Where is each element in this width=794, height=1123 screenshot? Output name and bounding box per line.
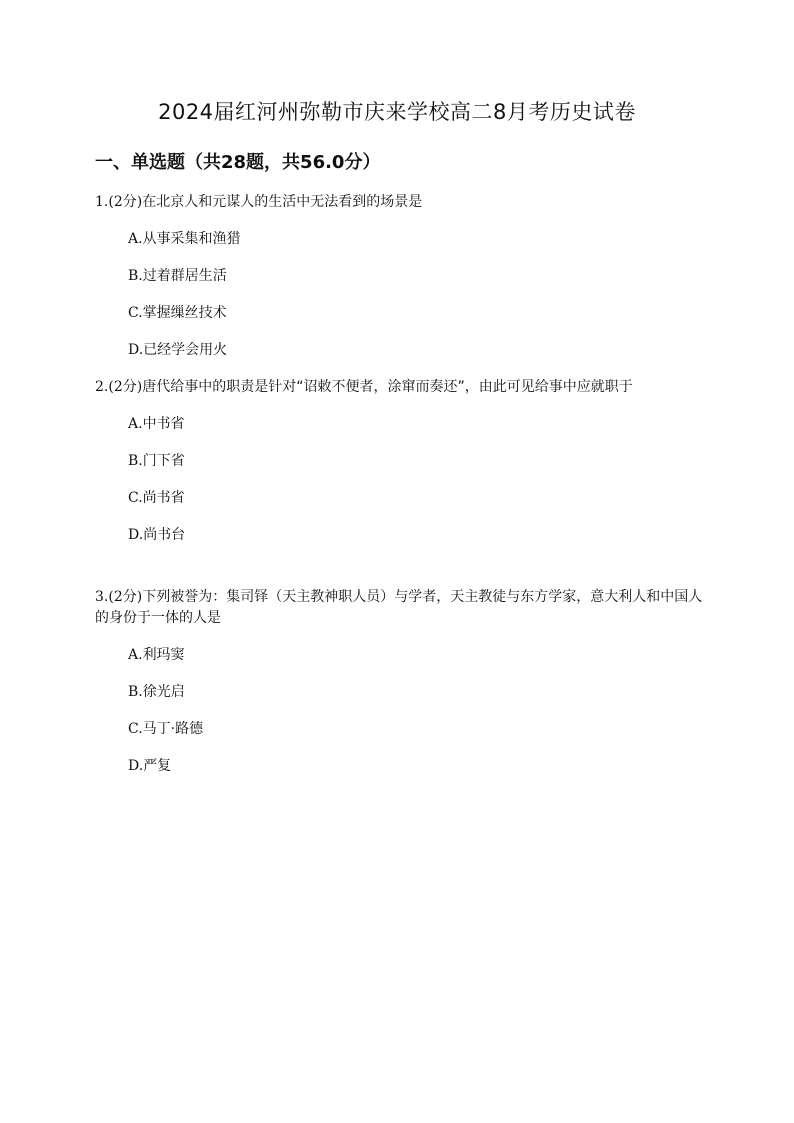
question-text: 下列被誉为：集司铎（天主教神职人员）与学者，天主教徒与东方学家，意大利人和中国人的身份于一体的人是 — [95, 589, 703, 626]
question-number: 3.(2分) — [95, 589, 143, 605]
option-text: 严复 — [143, 758, 172, 774]
option-text: 门下省 — [142, 453, 185, 469]
option-text: 过着群居生活 — [142, 268, 227, 284]
option-b[interactable] — [95, 266, 705, 286]
question-stem — [95, 192, 705, 213]
question-stem — [95, 377, 705, 398]
option-c[interactable] — [95, 303, 705, 323]
question-stem — [95, 587, 705, 629]
option-letter: C. — [128, 305, 143, 321]
option-text: 利玛窦 — [142, 647, 185, 663]
option-b[interactable] — [95, 451, 705, 471]
question-number: 1.(2分) — [95, 194, 143, 210]
option-c[interactable] — [95, 719, 705, 739]
option-c[interactable] — [95, 488, 705, 508]
option-letter: A. — [128, 416, 143, 432]
option-d[interactable] — [95, 525, 705, 545]
question-2 — [95, 377, 705, 545]
option-letter: D. — [128, 342, 144, 358]
option-b[interactable] — [95, 682, 705, 702]
option-letter: C. — [128, 721, 143, 737]
option-d[interactable] — [95, 340, 705, 360]
option-letter: B. — [128, 453, 143, 469]
option-letter: C. — [128, 490, 143, 506]
option-letter: B. — [128, 268, 143, 284]
section-heading: 一、单选题（共28题，共56.0分） — [95, 152, 381, 173]
option-text: 马丁·路德 — [142, 721, 204, 737]
option-letter: D. — [128, 758, 144, 774]
option-letter: A. — [128, 647, 143, 663]
option-text: 尚书省 — [142, 490, 185, 506]
option-d[interactable] — [95, 756, 705, 776]
option-text: 掌握缫丝技术 — [142, 305, 227, 321]
option-a[interactable] — [95, 414, 705, 434]
option-letter: D. — [128, 527, 144, 543]
option-letter: A. — [128, 231, 143, 247]
document-title: 2024届红河州弥勒市庆来学校高二8月考历史试卷 — [158, 100, 636, 124]
option-text: 已经学会用火 — [143, 342, 228, 358]
option-a[interactable] — [95, 645, 705, 665]
question-number: 2.(2分) — [95, 379, 143, 395]
option-text: 中书省 — [142, 416, 185, 432]
question-3 — [95, 587, 705, 776]
option-list — [95, 414, 705, 545]
option-a[interactable] — [95, 229, 705, 249]
question-1 — [95, 192, 705, 360]
option-text: 徐光启 — [142, 684, 185, 700]
option-letter: B. — [128, 684, 143, 700]
question-text: 唐代给事中的职责是针对“诏敕不便者，涂窜而奏还”，由此可见给事中应就职于 — [142, 379, 633, 395]
option-list — [95, 229, 705, 360]
option-list — [95, 645, 705, 776]
question-text: 在北京人和元谋人的生活中无法看到的场景是 — [142, 194, 423, 210]
option-text: 从事采集和渔猎 — [142, 231, 241, 247]
option-text: 尚书台 — [143, 527, 186, 543]
